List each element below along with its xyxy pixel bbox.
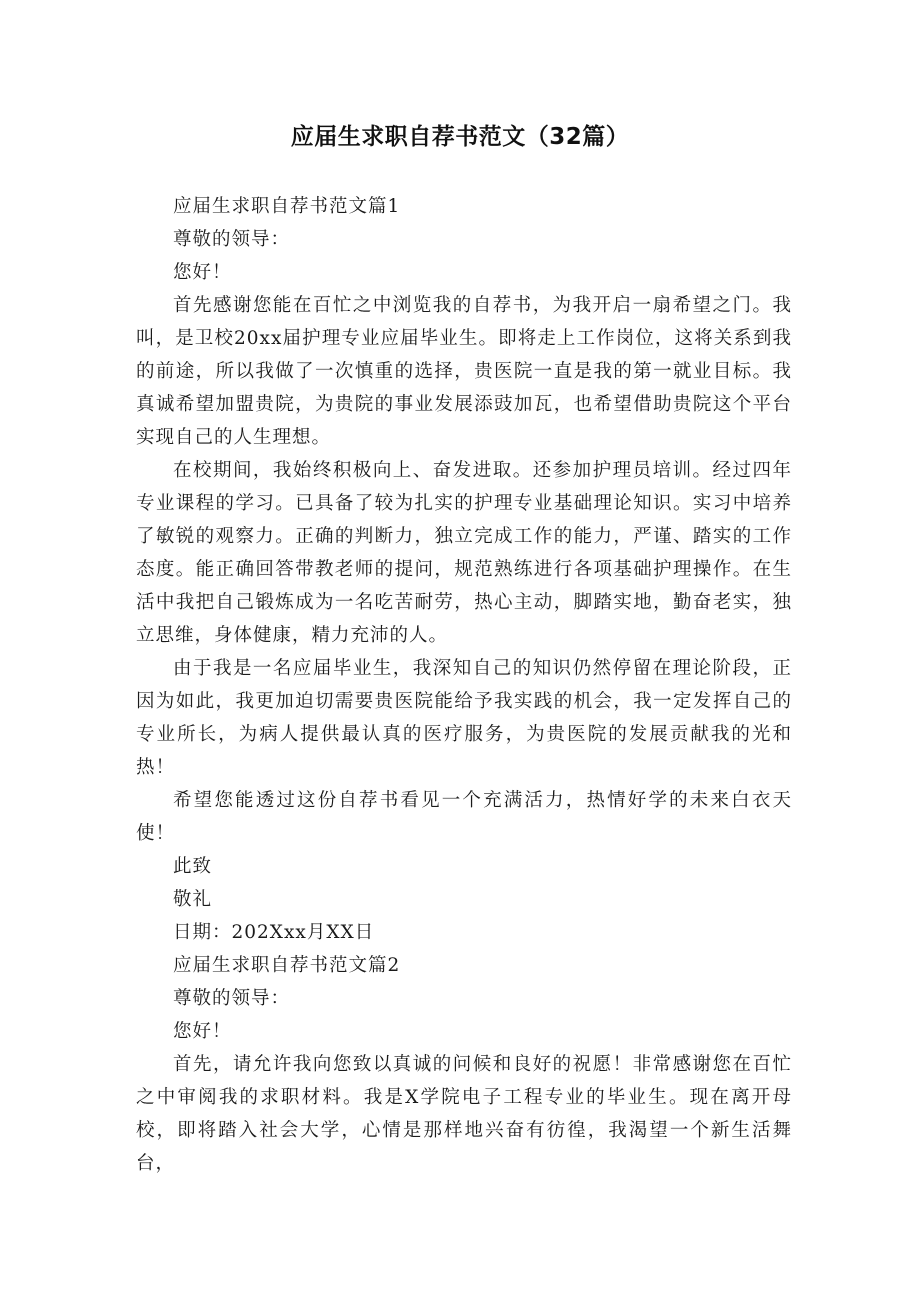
salutation: 尊敬的领导： <box>173 229 291 250</box>
date-line: 日期：202Xxx月XX日 <box>173 922 375 943</box>
section-heading-1: 应届生求职自荐书范文篇1 <box>173 196 401 217</box>
greeting: 您好！ <box>173 1021 232 1042</box>
body-paragraph: 希望您能透过这份自荐书看见一个充满活力，热情好学的未来白衣天使！ <box>136 790 792 844</box>
document-title: 应届生求职自荐书范文（32篇） <box>290 124 630 150</box>
document-body <box>136 190 792 1180</box>
closing-line: 此致 <box>173 856 213 877</box>
body-paragraph: 首先感谢您能在百忙之中浏览我的自荐书，为我开启一扇希望之门。我叫，是卫校20xx届护理专业应届毕业生。即将走上工作岗位，这将关系到我的前途，所以我做了一次慎重的选择，贵医院一直是我的第一就业目标。我真诚希望加盟贵院，为贵院的事业发展添豉加瓦，也希望借助贵院这个平台实现自己的人生理想。 <box>136 295 792 448</box>
body-paragraph: 由于我是一名应届毕业生，我深知自己的知识仍然停留在理论阶段，正因为如此，我更加迫切需要贵医院能给予我实践的机会，我一定发挥自己的专业所长，为病人提供最认真的医疗服务，为贵医院的发展贡献我的光和热！ <box>136 658 792 778</box>
body-paragraph: 在校期间，我始终积极向上、奋发进取。还参加护理员培训。经过四年专业课程的学习。已具备了较为扎实的护理专业基础理论知识。实习中培养了敏锐的观察力。正确的判断力，独立完成工作的能力，严谨、踏实的工作态度。能正确回答带教老师的提问，规范熟练进行各项基础护理操作。在生活中我把自己锻炼成为一名吃苦耐劳，热心主动，脚踏实地，勤奋老实，独立思维，身体健康，精力充沛的人。 <box>136 460 792 646</box>
salutation: 尊敬的领导： <box>173 988 291 1009</box>
closing-line: 敬礼 <box>173 889 213 910</box>
body-paragraph: 首先，请允许我向您致以真诚的问候和良好的祝愿！非常感谢您在百忙之中审阅我的求职材料。我是X学院电子工程专业的毕业生。现在离开母校，即将踏入社会大学，心情是那样地兴奋有彷徨，我渴望一个新生活舞台， <box>136 1054 792 1174</box>
section-heading-2: 应届生求职自荐书范文篇2 <box>173 955 401 976</box>
greeting: 您好！ <box>173 262 232 283</box>
